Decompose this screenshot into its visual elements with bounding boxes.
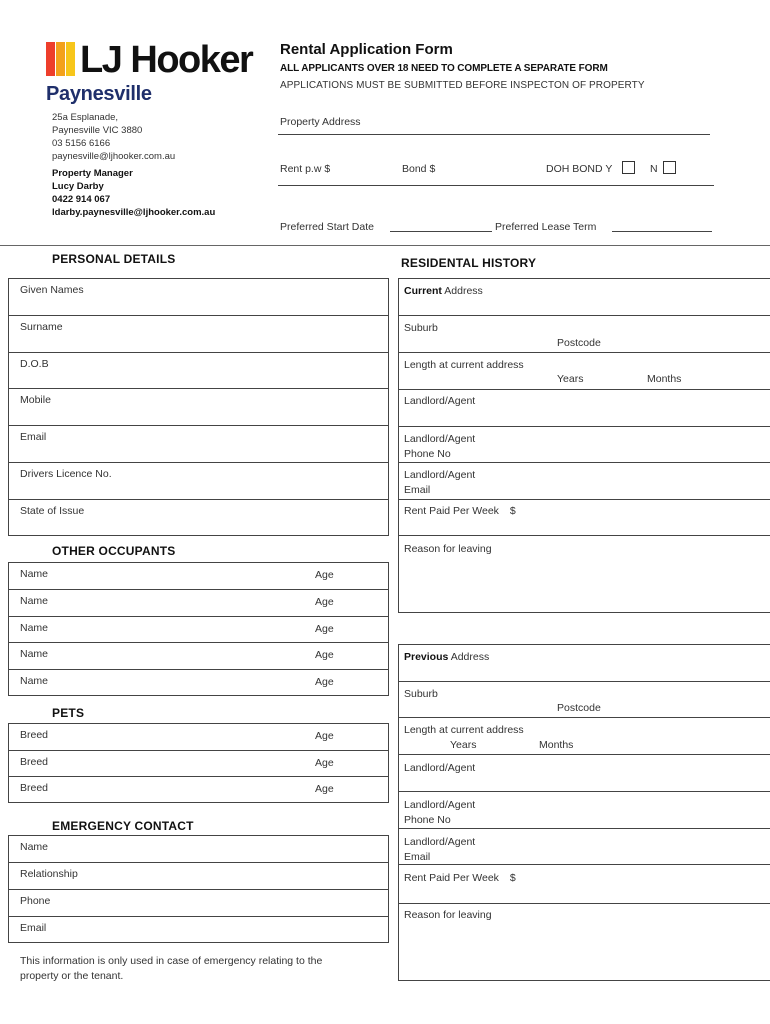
agency-email: paynesville@ljhooker.com.au bbox=[52, 151, 176, 162]
emergency-contact-heading: EMERGENCY CONTACT bbox=[52, 819, 194, 833]
rent-label: Rent p.w $ bbox=[280, 163, 331, 175]
emergency-field-3[interactable]: Email bbox=[20, 922, 47, 934]
row-divider bbox=[398, 426, 770, 427]
personal-details-box bbox=[8, 278, 389, 536]
personal-field-3[interactable]: Mobile bbox=[20, 394, 51, 406]
row-divider bbox=[8, 916, 389, 917]
occupant-name-field[interactable]: Name bbox=[20, 622, 49, 634]
doh-yes-checkbox[interactable] bbox=[622, 161, 635, 174]
doh-bond-label: DOH BOND Y bbox=[546, 163, 613, 175]
start-date-line[interactable] bbox=[390, 231, 492, 232]
row-divider bbox=[8, 750, 389, 751]
header-divider bbox=[0, 245, 770, 246]
row-divider bbox=[8, 862, 389, 863]
pet-age-field[interactable]: Age bbox=[315, 730, 334, 742]
pets-heading: PETS bbox=[52, 706, 85, 720]
row-divider bbox=[398, 754, 770, 755]
row-divider bbox=[8, 388, 389, 389]
row-divider bbox=[8, 589, 389, 590]
emergency-note bbox=[20, 954, 322, 984]
previous-address-bold: Previous bbox=[404, 651, 449, 663]
previous-address-rest: Address bbox=[448, 651, 490, 663]
row-divider bbox=[8, 776, 389, 777]
emergency-field-1[interactable]: Relationship bbox=[20, 868, 78, 880]
previous-suburb-field[interactable]: Suburb bbox=[404, 688, 438, 700]
previous-years-label: Years bbox=[450, 739, 477, 751]
current-address-field[interactable] bbox=[404, 285, 483, 297]
previous-landlord-phone-field[interactable] bbox=[404, 798, 475, 828]
current-address-rest: Address bbox=[441, 285, 483, 297]
row-divider bbox=[398, 828, 770, 829]
previous-landlord-email-field[interactable] bbox=[404, 835, 475, 865]
personal-field-4[interactable]: Email bbox=[20, 431, 47, 443]
occupant-age-field[interactable]: Age bbox=[315, 569, 334, 581]
emergency-note-line1: This information is only used in case of emergency relating to the bbox=[20, 955, 323, 967]
occupant-name-field[interactable]: Name bbox=[20, 568, 49, 580]
pm-title: Property Manager bbox=[52, 168, 133, 179]
occupant-name-field[interactable]: Name bbox=[20, 595, 49, 607]
personal-field-5[interactable]: Drivers Licence No. bbox=[20, 468, 112, 480]
occupant-age-field[interactable]: Age bbox=[315, 623, 334, 635]
current-rent-paid-field[interactable] bbox=[404, 505, 516, 517]
row-divider bbox=[398, 681, 770, 682]
previous-length-field[interactable]: Length at current address bbox=[404, 724, 524, 736]
occupant-age-field[interactable]: Age bbox=[315, 649, 334, 661]
previous-address-box bbox=[398, 644, 770, 904]
current-landlord-phone-field[interactable] bbox=[404, 432, 475, 462]
previous-rent-paid-label: Rent Paid Per Week bbox=[404, 872, 499, 884]
previous-postcode-label: Postcode bbox=[557, 702, 601, 714]
row-divider bbox=[8, 616, 389, 617]
rent-row-line bbox=[278, 185, 714, 186]
other-occupants-heading: OTHER OCCUPANTS bbox=[52, 544, 176, 558]
previous-months-label: Months bbox=[539, 739, 574, 751]
logo-office: Paynesville bbox=[46, 83, 152, 105]
emergency-field-2[interactable]: Phone bbox=[20, 895, 51, 907]
row-divider bbox=[398, 717, 770, 718]
form-title: Rental Application Form bbox=[280, 41, 453, 58]
agency-phone: 03 5156 6166 bbox=[52, 138, 111, 149]
previous-landlord-phone-line2: Phone No bbox=[404, 814, 451, 826]
residential-history-heading: RESIDENTAL HISTORY bbox=[401, 256, 537, 270]
property-address-line[interactable] bbox=[278, 134, 710, 135]
emergency-note-line2: property or the tenant. bbox=[20, 970, 124, 982]
current-landlord-email-line2: Email bbox=[404, 484, 431, 496]
personal-details-heading: PERSONAL DETAILS bbox=[52, 252, 176, 266]
row-divider bbox=[8, 669, 389, 670]
previous-landlord-phone-line1: Landlord/Agent bbox=[404, 799, 476, 811]
bond-label: Bond $ bbox=[402, 163, 436, 175]
previous-rent-paid-field[interactable] bbox=[404, 872, 516, 884]
occupant-name-field[interactable]: Name bbox=[20, 675, 49, 687]
current-landlord-phone-line1: Landlord/Agent bbox=[404, 433, 476, 445]
occupant-age-field[interactable]: Age bbox=[315, 676, 334, 688]
start-date-label: Preferred Start Date bbox=[280, 221, 374, 233]
row-divider bbox=[8, 889, 389, 890]
row-divider bbox=[398, 352, 770, 353]
row-divider bbox=[8, 425, 389, 426]
emergency-field-0[interactable]: Name bbox=[20, 841, 49, 853]
pet-breed-field[interactable]: Breed bbox=[20, 756, 49, 768]
pet-age-field[interactable]: Age bbox=[315, 783, 334, 795]
pet-breed-field[interactable]: Breed bbox=[20, 782, 49, 794]
occupant-age-field[interactable]: Age bbox=[315, 596, 334, 608]
current-length-field[interactable]: Length at current address bbox=[404, 359, 524, 371]
pm-email: ldarby.paynesville@ljhooker.com.au bbox=[52, 207, 216, 218]
previous-landlord-email-line2: Email bbox=[404, 851, 431, 863]
doh-no-checkbox[interactable] bbox=[663, 161, 676, 174]
current-landlord-phone-line2: Phone No bbox=[404, 448, 451, 460]
row-divider bbox=[8, 315, 389, 316]
current-suburb-field[interactable]: Suburb bbox=[404, 322, 438, 334]
lease-term-line[interactable] bbox=[612, 231, 712, 232]
current-rent-dollar: $ bbox=[509, 505, 516, 517]
current-reason-label: Reason for leaving bbox=[404, 543, 492, 555]
agency-address1: 25a Esplanade, bbox=[52, 112, 119, 123]
current-rent-paid-label: Rent Paid Per Week bbox=[404, 505, 499, 517]
row-divider bbox=[398, 499, 770, 500]
row-divider bbox=[8, 642, 389, 643]
previous-landlord-email-line1: Landlord/Agent bbox=[404, 836, 476, 848]
form-notice: APPLICATIONS MUST BE SUBMITTED BEFORE INSPECTON OF PROPERTY bbox=[280, 80, 645, 91]
lj-hooker-logo bbox=[46, 39, 253, 110]
agency-address2: Paynesville VIC 3880 bbox=[52, 125, 143, 136]
logo-brand: LJ Hooker bbox=[80, 39, 253, 81]
previous-address-field[interactable] bbox=[404, 651, 489, 663]
occupant-name-field[interactable]: Name bbox=[20, 648, 49, 660]
doh-no-label: N bbox=[650, 163, 658, 175]
property-address-label: Property Address bbox=[280, 116, 361, 128]
current-postcode-label: Postcode bbox=[557, 337, 601, 349]
personal-field-6[interactable]: State of Issue bbox=[20, 505, 85, 517]
current-years-label: Years bbox=[557, 373, 584, 385]
row-divider bbox=[8, 352, 389, 353]
pet-breed-field[interactable]: Breed bbox=[20, 729, 49, 741]
row-divider bbox=[398, 315, 770, 316]
property-manager bbox=[52, 167, 215, 219]
previous-rent-dollar: $ bbox=[509, 872, 516, 884]
row-divider bbox=[398, 462, 770, 463]
row-divider bbox=[398, 389, 770, 390]
pet-age-field[interactable]: Age bbox=[315, 757, 334, 769]
personal-field-1[interactable]: Surname bbox=[20, 321, 63, 333]
pm-name: Lucy Darby bbox=[52, 181, 104, 192]
current-months-label: Months bbox=[647, 373, 682, 385]
personal-field-2[interactable]: D.O.B bbox=[20, 358, 49, 370]
current-landlord-email-field[interactable] bbox=[404, 468, 475, 498]
pm-phone: 0422 914 067 bbox=[52, 194, 111, 205]
personal-field-0[interactable]: Given Names bbox=[20, 284, 84, 296]
previous-reason-label: Reason for leaving bbox=[404, 909, 492, 921]
agency-contact bbox=[52, 111, 175, 163]
current-landlord-email-line1: Landlord/Agent bbox=[404, 469, 476, 481]
current-landlord-field[interactable]: Landlord/Agent bbox=[404, 395, 476, 407]
row-divider bbox=[8, 499, 389, 500]
lease-term-label: Preferred Lease Term bbox=[495, 221, 597, 233]
row-divider bbox=[398, 791, 770, 792]
form-subtitle: ALL APPLICANTS OVER 18 NEED TO COMPLETE A SEPARATE FORM bbox=[280, 63, 608, 74]
current-address-bold: Current bbox=[404, 285, 442, 297]
previous-landlord-field[interactable]: Landlord/Agent bbox=[404, 762, 476, 774]
row-divider bbox=[8, 462, 389, 463]
